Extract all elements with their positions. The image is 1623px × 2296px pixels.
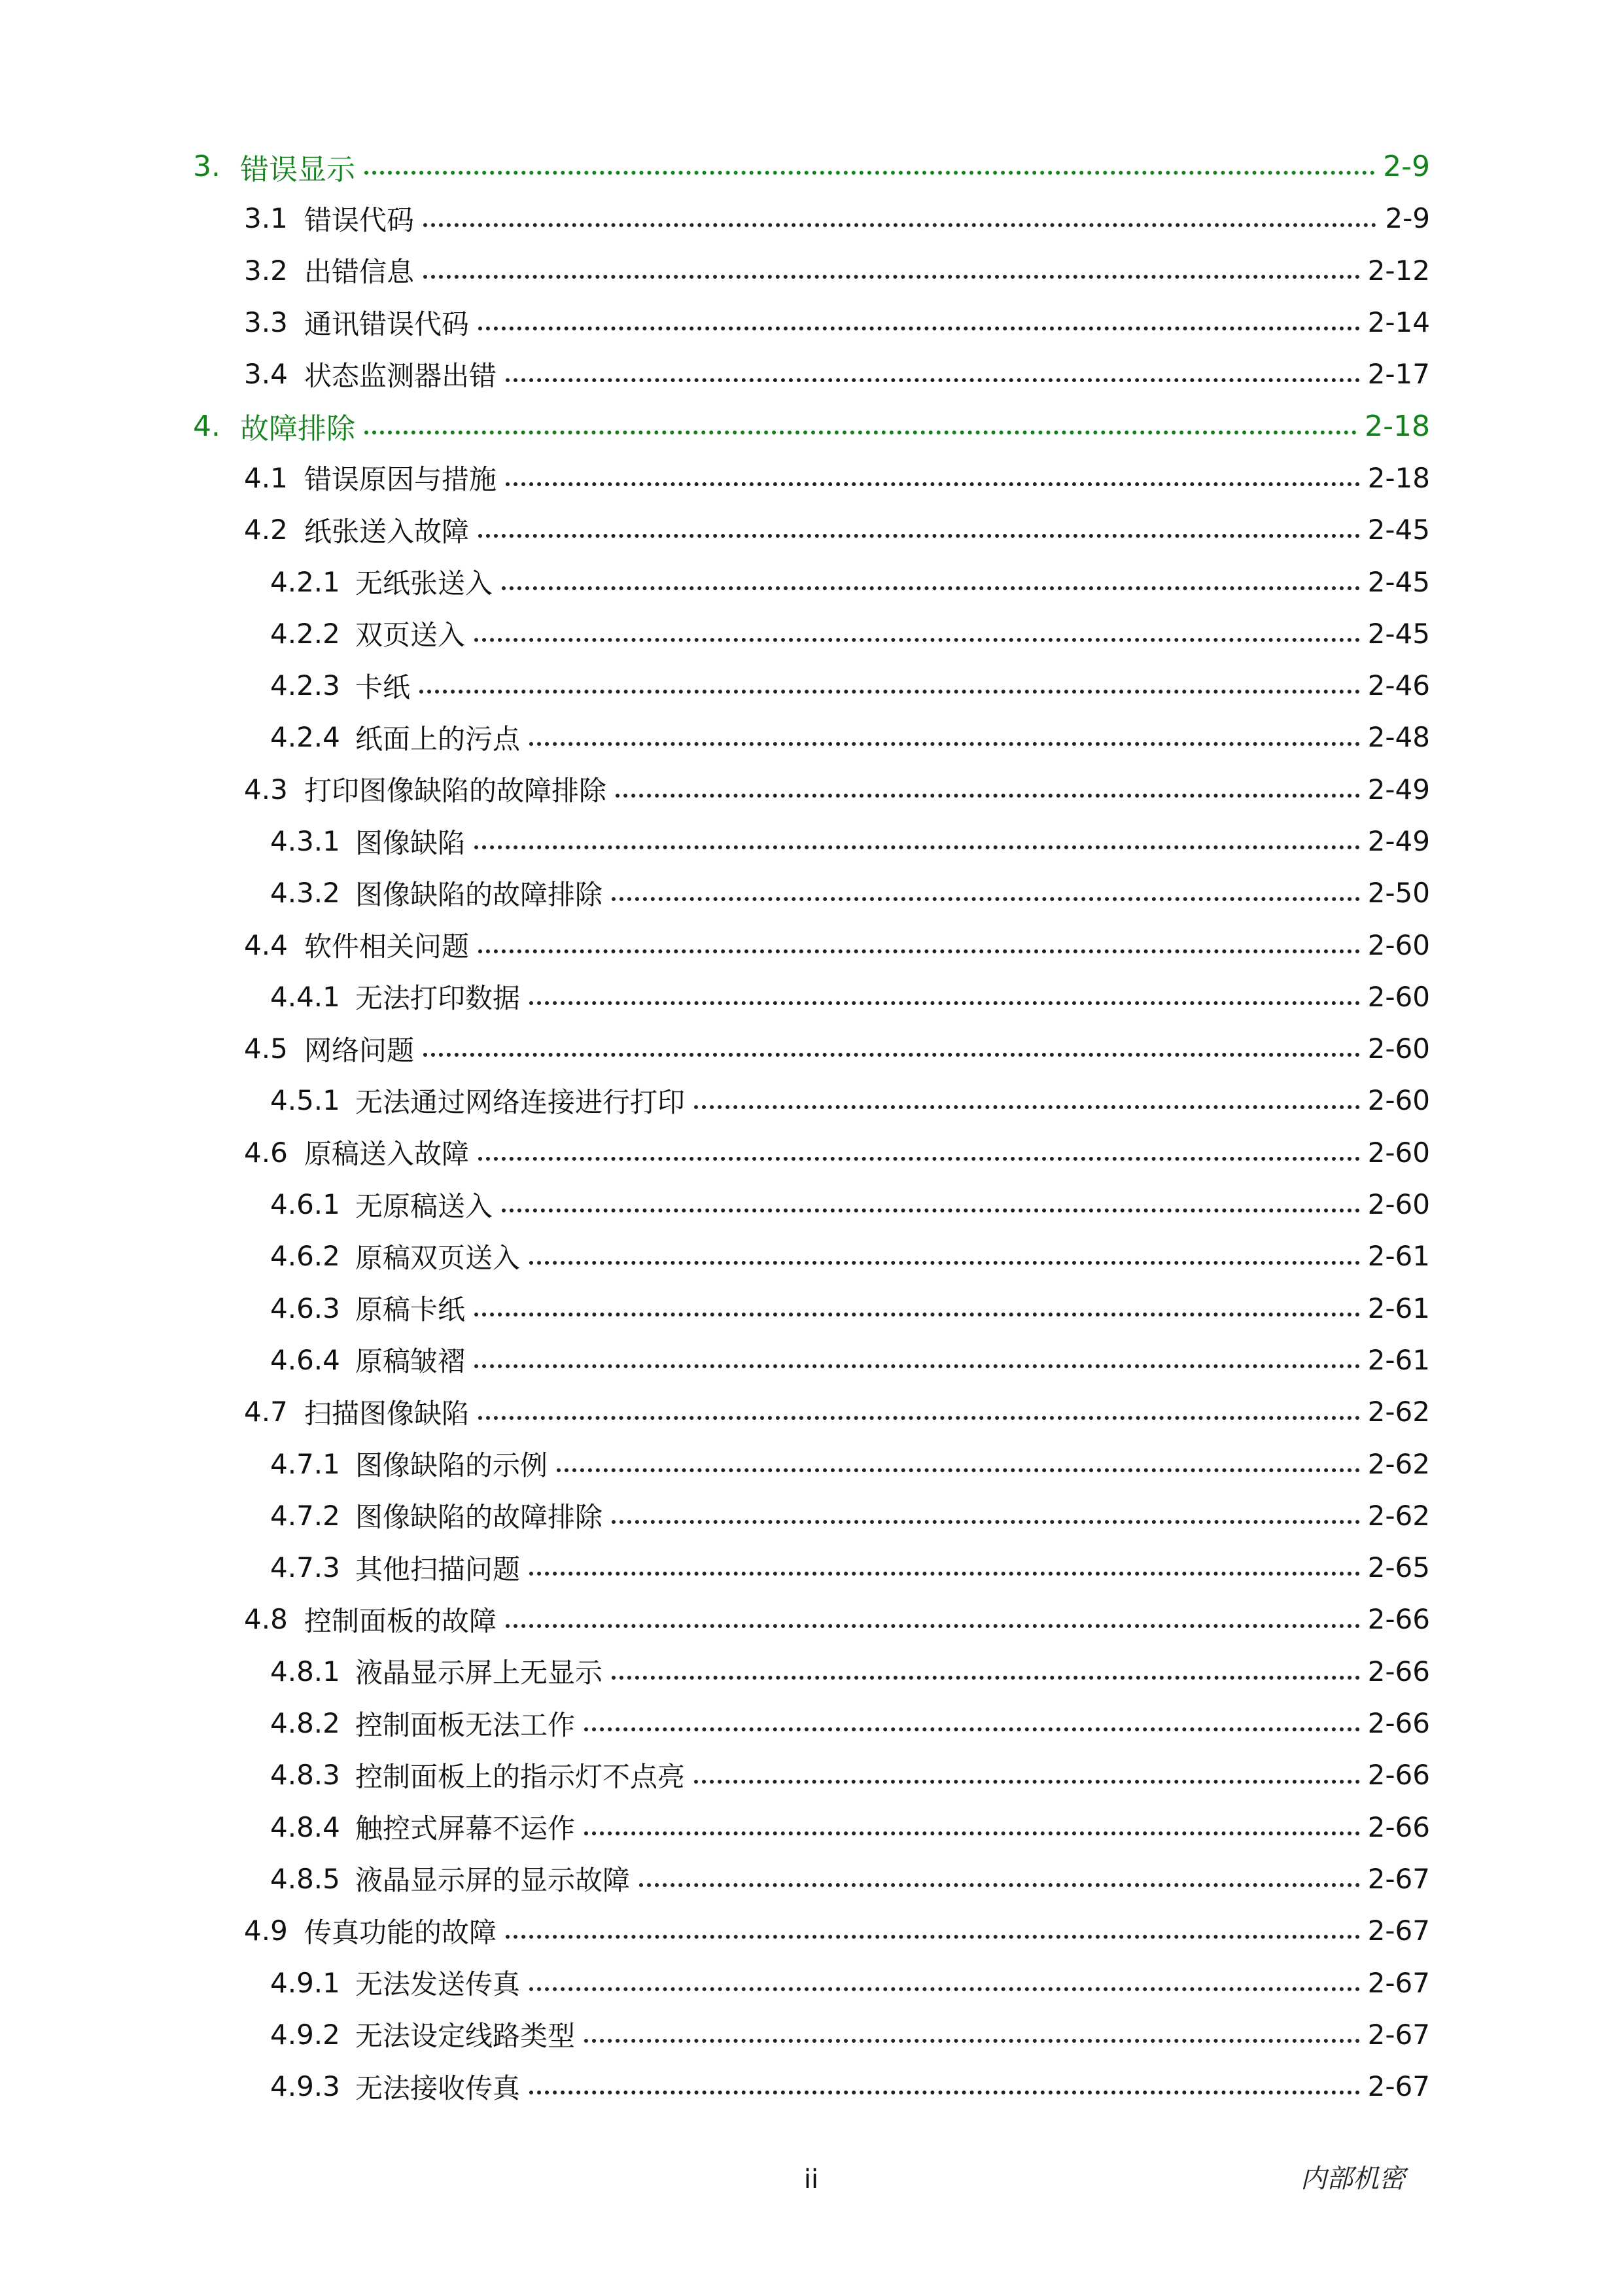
toc-entry-page: 2-62 bbox=[1367, 1396, 1430, 1428]
toc-entry-number: 3.4 bbox=[244, 358, 288, 391]
toc-entry[interactable] bbox=[0, 1127, 1623, 1178]
toc-entry[interactable] bbox=[0, 1956, 1623, 2008]
toc-entry[interactable] bbox=[0, 660, 1623, 711]
toc-entry-page: 2-66 bbox=[1367, 1759, 1430, 1792]
dot-leader bbox=[423, 223, 1376, 227]
toc-entry-number: 4.2 bbox=[244, 514, 288, 546]
toc-entry-title: 通讯错误代码 bbox=[304, 308, 470, 340]
toc-entry-title: 双页送入 bbox=[355, 619, 466, 652]
toc-entry[interactable] bbox=[0, 1853, 1623, 1905]
toc-entry[interactable] bbox=[0, 1230, 1623, 1282]
dot-leader bbox=[474, 1313, 1360, 1316]
toc-entry-title: 状态监测器出错 bbox=[304, 359, 497, 392]
toc-entry-number: 3.3 bbox=[244, 306, 288, 339]
toc-entry[interactable] bbox=[0, 141, 1623, 192]
toc-entry-title: 触控式屏幕不运作 bbox=[355, 1812, 576, 1845]
toc-entry-page: 2-18 bbox=[1367, 461, 1430, 494]
toc-entry-title: 无法通过网络连接进行打印 bbox=[355, 1086, 686, 1118]
toc-entry-page: 2-61 bbox=[1367, 1343, 1430, 1376]
dot-leader bbox=[506, 1935, 1360, 1939]
toc-entry-number: 4.5 bbox=[244, 1033, 288, 1065]
toc-entry-number: 4.8.4 bbox=[270, 1810, 340, 1843]
toc-entry-number: 4.1 bbox=[244, 461, 288, 494]
toc-entry-title: 错误显示 bbox=[240, 152, 355, 186]
toc-entry-page: 2-14 bbox=[1367, 306, 1430, 339]
dot-leader bbox=[474, 638, 1360, 642]
toc-entry-number: 4.8.2 bbox=[270, 1707, 340, 1740]
confidential-label: 内部机密 bbox=[1300, 2164, 1405, 2194]
dot-leader bbox=[639, 1883, 1360, 1887]
table-of-contents bbox=[0, 141, 1623, 2112]
toc-entry-number: 4.6.3 bbox=[270, 1292, 340, 1324]
toc-entry[interactable] bbox=[0, 245, 1623, 296]
dot-leader bbox=[529, 1572, 1360, 1576]
toc-entry-title: 无法设定线路类型 bbox=[355, 2020, 576, 2053]
toc-entry-title: 错误代码 bbox=[304, 203, 415, 236]
toc-entry[interactable] bbox=[0, 1386, 1623, 1438]
toc-entry-number: 4.6.2 bbox=[270, 1240, 340, 1273]
toc-entry[interactable] bbox=[0, 1438, 1623, 1489]
dot-leader bbox=[419, 690, 1360, 694]
toc-entry-page: 2-60 bbox=[1367, 1188, 1430, 1221]
dot-leader bbox=[502, 1209, 1360, 1212]
toc-entry-page: 2-67 bbox=[1367, 1915, 1430, 1947]
toc-entry-page: 2-67 bbox=[1367, 1862, 1430, 1895]
toc-entry-title: 传真功能的故障 bbox=[304, 1916, 497, 1949]
toc-entry-number: 4.8.5 bbox=[270, 1862, 340, 1895]
toc-entry[interactable] bbox=[0, 867, 1623, 919]
toc-entry-page: 2-66 bbox=[1367, 1810, 1430, 1843]
dot-leader bbox=[364, 171, 1375, 175]
toc-entry-page: 2-9 bbox=[1383, 150, 1430, 184]
toc-entry-title: 打印图像缺陷的故障排除 bbox=[304, 775, 607, 807]
dot-leader bbox=[506, 378, 1360, 382]
toc-entry-page: 2-12 bbox=[1367, 254, 1430, 287]
toc-entry-number: 4.3.1 bbox=[270, 825, 340, 857]
toc-entry-title: 软件相关问题 bbox=[304, 930, 470, 963]
toc-entry-page: 2-18 bbox=[1365, 409, 1430, 443]
toc-entry-page: 2-62 bbox=[1367, 1447, 1430, 1480]
dot-leader bbox=[364, 431, 1357, 434]
toc-entry-page: 2-50 bbox=[1367, 877, 1430, 910]
toc-entry-page: 2-67 bbox=[1367, 2070, 1430, 2103]
toc-entry[interactable] bbox=[0, 815, 1623, 867]
toc-entry-page: 2-60 bbox=[1367, 928, 1430, 961]
dot-leader bbox=[694, 1780, 1360, 1784]
toc-entry-number: 4.6.1 bbox=[270, 1188, 340, 1221]
toc-entry-number: 3. bbox=[193, 150, 220, 184]
toc-entry-number: 4.7 bbox=[244, 1396, 288, 1428]
toc-entry-number: 4.9.3 bbox=[270, 2070, 340, 2103]
toc-entry-number: 4.4 bbox=[244, 928, 288, 961]
toc-entry-number: 4.8 bbox=[244, 1603, 288, 1636]
toc-entry-number: 4.3.2 bbox=[270, 877, 340, 910]
dot-leader bbox=[694, 1105, 1360, 1109]
dot-leader bbox=[529, 1001, 1360, 1005]
toc-entry-title: 卡纸 bbox=[355, 671, 411, 703]
toc-entry[interactable] bbox=[0, 919, 1623, 970]
toc-entry-title: 图像缺陷的故障排除 bbox=[355, 1501, 603, 1534]
dot-leader bbox=[612, 1520, 1360, 1524]
toc-entry-title: 液晶显示屏的显示故障 bbox=[355, 1864, 631, 1897]
toc-entry[interactable] bbox=[0, 1074, 1623, 1126]
dot-leader bbox=[474, 845, 1360, 849]
dot-leader bbox=[478, 327, 1360, 330]
toc-entry-number: 4.9 bbox=[244, 1915, 288, 1947]
toc-entry[interactable] bbox=[0, 1023, 1623, 1074]
toc-entry-page: 2-67 bbox=[1367, 2018, 1430, 2051]
dot-leader bbox=[423, 1053, 1360, 1057]
toc-entry[interactable] bbox=[0, 1697, 1623, 1749]
dot-leader bbox=[529, 2091, 1360, 2094]
toc-entry-page: 2-60 bbox=[1367, 1084, 1430, 1117]
toc-entry-page: 2-45 bbox=[1367, 514, 1430, 546]
toc-entry-title: 纸张送入故障 bbox=[304, 515, 470, 548]
toc-entry[interactable] bbox=[0, 764, 1623, 815]
toc-entry[interactable] bbox=[0, 971, 1623, 1023]
toc-entry[interactable] bbox=[0, 400, 1623, 451]
toc-entry-number: 4.2.1 bbox=[270, 565, 340, 598]
toc-entry[interactable] bbox=[0, 1542, 1623, 1593]
toc-entry[interactable] bbox=[0, 1646, 1623, 1697]
dot-leader bbox=[529, 742, 1360, 746]
dot-leader bbox=[478, 534, 1360, 538]
dot-leader bbox=[557, 1468, 1360, 1472]
toc-entry-page: 2-60 bbox=[1367, 1136, 1430, 1169]
toc-entry-number: 4.3 bbox=[244, 773, 288, 805]
toc-entry-number: 4. bbox=[193, 409, 220, 443]
toc-entry-title: 其他扫描问题 bbox=[355, 1553, 521, 1585]
dot-leader bbox=[529, 1987, 1360, 1991]
dot-leader bbox=[584, 2039, 1360, 2043]
toc-entry[interactable] bbox=[0, 1905, 1623, 1956]
toc-entry[interactable] bbox=[0, 192, 1623, 244]
toc-entry-title: 无法接收传真 bbox=[355, 2072, 521, 2104]
toc-entry-page: 2-67 bbox=[1367, 1966, 1430, 1999]
dot-leader bbox=[474, 1364, 1360, 1368]
toc-entry-number: 4.2.4 bbox=[270, 721, 340, 754]
dot-leader bbox=[529, 1261, 1360, 1265]
toc-entry-number: 4.9.1 bbox=[270, 1966, 340, 1999]
toc-entry[interactable] bbox=[0, 2009, 1623, 2060]
toc-entry-title: 扫描图像缺陷 bbox=[304, 1397, 470, 1430]
toc-entry-number: 4.7.1 bbox=[270, 1447, 340, 1480]
toc-entry-title: 出错信息 bbox=[304, 256, 415, 289]
toc-entry-page: 2-9 bbox=[1385, 202, 1430, 235]
toc-entry[interactable] bbox=[0, 296, 1623, 348]
toc-entry-title: 原稿双页送入 bbox=[355, 1241, 521, 1274]
toc-entry[interactable] bbox=[0, 1593, 1623, 1645]
toc-entry-title: 纸面上的污点 bbox=[355, 722, 521, 755]
toc-entry-title: 无法发送传真 bbox=[355, 1968, 521, 2001]
toc-entry[interactable] bbox=[0, 1749, 1623, 1801]
dot-leader bbox=[478, 1157, 1360, 1161]
toc-entry[interactable] bbox=[0, 1282, 1623, 1334]
toc-entry[interactable] bbox=[0, 452, 1623, 504]
dot-leader bbox=[478, 1416, 1360, 1420]
toc-entry-number: 4.2.3 bbox=[270, 669, 340, 702]
dot-leader bbox=[612, 1676, 1360, 1680]
toc-entry-title: 无纸张送入 bbox=[355, 567, 493, 600]
toc-entry-number: 4.8.3 bbox=[270, 1759, 340, 1792]
dot-leader bbox=[584, 1727, 1360, 1731]
toc-entry-number: 4.6.4 bbox=[270, 1343, 340, 1376]
toc-entry-page: 2-61 bbox=[1367, 1292, 1430, 1324]
toc-entry[interactable] bbox=[0, 556, 1623, 607]
toc-entry[interactable] bbox=[0, 711, 1623, 763]
toc-entry-number: 4.7.3 bbox=[270, 1551, 340, 1584]
toc-entry-title: 无原稿送入 bbox=[355, 1190, 493, 1222]
toc-entry[interactable] bbox=[0, 1490, 1623, 1542]
toc-entry-title: 原稿皱褶 bbox=[355, 1345, 466, 1378]
toc-entry-title: 控制面板上的指示灯不点亮 bbox=[355, 1760, 686, 1793]
dot-leader bbox=[502, 586, 1360, 590]
toc-entry-page: 2-45 bbox=[1367, 565, 1430, 598]
toc-entry-page: 2-46 bbox=[1367, 669, 1430, 702]
toc-entry[interactable] bbox=[0, 1801, 1623, 1853]
toc-entry-title: 无法打印数据 bbox=[355, 982, 521, 1015]
dot-leader bbox=[584, 1831, 1360, 1835]
toc-entry-page: 2-66 bbox=[1367, 1655, 1430, 1687]
toc-entry-page: 2-65 bbox=[1367, 1551, 1430, 1584]
toc-entry-page: 2-66 bbox=[1367, 1603, 1430, 1636]
toc-entry-number: 4.4.1 bbox=[270, 980, 340, 1013]
toc-entry-title: 图像缺陷的示例 bbox=[355, 1449, 548, 1482]
toc-entry-number: 4.9.2 bbox=[270, 2018, 340, 2051]
toc-entry-title: 控制面板无法工作 bbox=[355, 1708, 576, 1741]
dot-leader bbox=[612, 897, 1360, 901]
toc-entry-number: 4.6 bbox=[244, 1136, 288, 1169]
toc-entry-page: 2-60 bbox=[1367, 1033, 1430, 1065]
toc-entry-number: 4.2.2 bbox=[270, 617, 340, 650]
toc-entry-page: 2-49 bbox=[1367, 773, 1430, 805]
dot-leader bbox=[616, 794, 1360, 798]
toc-entry-page: 2-62 bbox=[1367, 1499, 1430, 1532]
toc-entry[interactable] bbox=[0, 2060, 1623, 2112]
toc-entry-page: 2-48 bbox=[1367, 721, 1430, 754]
toc-entry[interactable] bbox=[0, 608, 1623, 660]
toc-entry-page: 2-17 bbox=[1367, 358, 1430, 391]
toc-entry-number: 4.7.2 bbox=[270, 1499, 340, 1532]
toc-entry-title: 故障排除 bbox=[240, 412, 355, 446]
toc-entry-title: 控制面板的故障 bbox=[304, 1604, 497, 1637]
toc-entry-title: 原稿卡纸 bbox=[355, 1294, 466, 1326]
toc-entry-title: 图像缺陷 bbox=[355, 826, 466, 859]
toc-entry-page: 2-60 bbox=[1367, 980, 1430, 1013]
dot-leader bbox=[506, 1624, 1360, 1628]
dot-leader bbox=[478, 949, 1360, 953]
toc-entry-title: 液晶显示屏上无显示 bbox=[355, 1657, 603, 1689]
toc-entry-page: 2-49 bbox=[1367, 825, 1430, 857]
toc-entry-number: 4.5.1 bbox=[270, 1084, 340, 1117]
page-number: ii bbox=[803, 2164, 819, 2195]
toc-entry-title: 错误原因与措施 bbox=[304, 463, 497, 496]
toc-entry-page: 2-45 bbox=[1367, 617, 1430, 650]
dot-leader bbox=[423, 275, 1360, 279]
toc-entry[interactable] bbox=[0, 348, 1623, 400]
toc-entry-number: 3.1 bbox=[244, 202, 288, 235]
toc-entry-title: 网络问题 bbox=[304, 1034, 415, 1067]
toc-entry[interactable] bbox=[0, 1334, 1623, 1386]
toc-entry-number: 3.2 bbox=[244, 254, 288, 287]
dot-leader bbox=[506, 482, 1360, 486]
toc-entry-page: 2-66 bbox=[1367, 1707, 1430, 1740]
toc-entry-page: 2-61 bbox=[1367, 1240, 1430, 1273]
toc-entry[interactable] bbox=[0, 1178, 1623, 1230]
toc-entry-title: 图像缺陷的故障排除 bbox=[355, 878, 603, 911]
toc-entry[interactable] bbox=[0, 504, 1623, 556]
toc-entry-title: 原稿送入故障 bbox=[304, 1138, 470, 1171]
toc-entry-number: 4.8.1 bbox=[270, 1655, 340, 1687]
